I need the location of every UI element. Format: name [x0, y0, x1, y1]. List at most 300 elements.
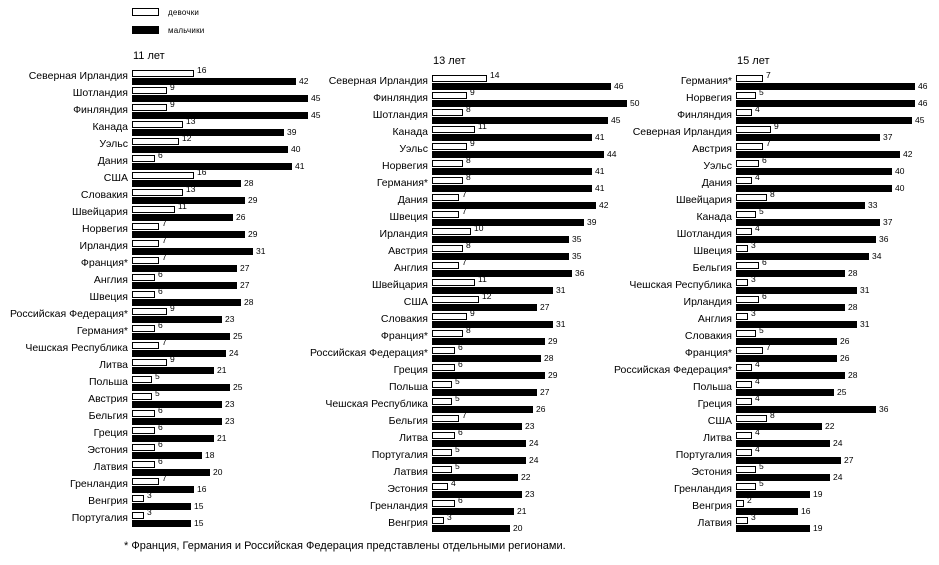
girls-bar	[736, 211, 756, 218]
boys-value: 31	[256, 246, 266, 256]
girls-value: 9	[470, 138, 475, 148]
girls-value: 4	[755, 376, 760, 386]
boys-swatch	[132, 26, 159, 34]
girls-value: 7	[162, 473, 167, 483]
girls-bar	[432, 126, 475, 133]
bar-group	[736, 70, 928, 91]
country-row	[301, 342, 639, 363]
country-label: Германия*	[76, 325, 128, 337]
country-row	[605, 444, 927, 465]
bar-group	[432, 478, 535, 499]
bar-group	[736, 410, 835, 431]
girls-value: 3	[751, 240, 756, 250]
girls-value: 9	[170, 99, 175, 109]
boys-bar	[736, 185, 892, 192]
boys-bar	[432, 321, 553, 328]
bar-group	[432, 427, 539, 448]
country-row	[1, 473, 320, 494]
country-label: Франция*	[80, 257, 128, 269]
bar-group	[432, 70, 624, 91]
boys-bar	[432, 372, 545, 379]
girls-bar	[736, 313, 748, 320]
boys-value: 41	[295, 161, 305, 171]
country-label: Российская Федерация*	[309, 347, 428, 359]
girls-value: 4	[755, 359, 760, 369]
girls-bar	[736, 143, 763, 150]
boys-bar	[432, 151, 604, 158]
country-label: Уэльс	[399, 143, 428, 155]
country-label: США	[403, 296, 428, 308]
girls-bar	[736, 432, 752, 439]
girls-bar	[132, 410, 155, 417]
country-label: Польша	[88, 376, 128, 388]
country-row	[301, 359, 639, 380]
boys-bar	[736, 389, 834, 396]
boys-value: 31	[556, 285, 566, 295]
girls-value: 4	[451, 478, 456, 488]
country-label: Северная Ирландия	[632, 126, 732, 138]
girls-value: 5	[759, 325, 764, 335]
girls-bar	[132, 342, 159, 349]
bar-group	[132, 303, 235, 324]
country-row	[301, 274, 639, 295]
girls-value: 3	[751, 512, 756, 522]
girls-value: 9	[470, 87, 475, 97]
girls-bar	[132, 87, 167, 94]
boys-bar	[432, 440, 526, 447]
boys-value: 41	[595, 132, 605, 142]
country-row	[605, 206, 927, 227]
country-row	[301, 189, 639, 210]
bar-group	[736, 121, 893, 142]
country-row	[1, 320, 320, 341]
girls-bar	[736, 75, 763, 82]
boys-bar	[132, 435, 214, 442]
country-row	[1, 201, 320, 222]
country-row	[301, 104, 639, 125]
country-label: Канада	[696, 211, 732, 223]
country-label: Гренландия	[369, 500, 428, 512]
girls-value: 5	[455, 444, 460, 454]
girls-value: 5	[155, 388, 160, 398]
boys-value: 23	[525, 421, 535, 431]
country-row	[1, 82, 321, 103]
boys-bar	[736, 457, 841, 464]
bar-group	[132, 150, 305, 171]
panel-title: 13 лет	[433, 55, 466, 67]
girls-value: 11	[478, 121, 487, 131]
bar-group	[132, 116, 297, 137]
girls-bar	[736, 364, 752, 371]
country-label: Гренландия	[69, 478, 128, 490]
boys-bar	[132, 503, 191, 510]
boys-value: 27	[844, 455, 854, 465]
bar-group	[432, 342, 554, 363]
boys-bar	[432, 304, 537, 311]
boys-value: 37	[883, 217, 893, 227]
footnote: * Франция, Германия и Российская Федерация представлены отдельными регионами.	[124, 540, 566, 552]
country-label: Северная Ирландия	[28, 70, 128, 82]
boys-bar	[432, 202, 596, 209]
boys-value: 46	[614, 81, 624, 91]
country-row	[1, 218, 320, 239]
boys-value: 31	[860, 285, 870, 295]
girls-value: 11	[478, 274, 487, 284]
country-row	[605, 495, 927, 516]
bar-group	[736, 189, 878, 210]
boys-value: 35	[572, 251, 582, 261]
boys-bar	[132, 520, 191, 527]
bar-group	[132, 354, 227, 375]
girls-bar	[736, 483, 756, 490]
boys-bar	[132, 401, 222, 408]
bar-group	[432, 121, 605, 142]
bar-group	[132, 235, 266, 256]
country-label: Канада	[392, 126, 428, 138]
boys-value: 33	[868, 200, 878, 210]
country-row	[605, 427, 927, 448]
country-label: Латвия	[93, 461, 128, 473]
boys-bar	[132, 384, 230, 391]
girls-bar	[132, 223, 159, 230]
girls-value: 7	[766, 138, 771, 148]
boys-bar	[736, 525, 810, 532]
bar-group	[736, 325, 850, 346]
country-row	[605, 359, 927, 380]
girls-bar	[432, 75, 487, 82]
boys-value: 29	[248, 229, 258, 239]
girls-bar	[132, 257, 159, 264]
country-label: Австрия	[388, 245, 428, 257]
girls-bar	[736, 296, 759, 303]
boys-value: 44	[607, 149, 617, 159]
girls-bar	[132, 376, 152, 383]
country-row	[605, 223, 927, 244]
bar-group	[132, 337, 239, 358]
girls-bar	[132, 104, 167, 111]
girls-bar	[432, 194, 459, 201]
girls-bar	[432, 313, 467, 320]
girls-bar	[736, 109, 752, 116]
boys-value: 22	[521, 472, 531, 482]
girls-value: 11	[178, 201, 187, 211]
girls-value: 8	[770, 410, 775, 420]
bar-group	[432, 325, 558, 346]
boys-value: 35	[572, 234, 582, 244]
boys-value: 25	[837, 387, 847, 397]
country-label: Литва	[703, 432, 732, 444]
boys-bar	[432, 287, 553, 294]
girls-bar	[132, 121, 183, 128]
boys-value: 15	[194, 518, 204, 528]
girls-value: 6	[762, 257, 767, 267]
country-row	[1, 167, 320, 188]
girls-value: 5	[155, 371, 160, 381]
girls-bar	[736, 160, 759, 167]
boys-bar	[432, 355, 541, 362]
boys-value: 36	[575, 268, 585, 278]
country-row	[301, 512, 639, 533]
country-row	[605, 478, 927, 499]
country-label: Франция*	[380, 330, 428, 342]
girls-bar	[132, 444, 155, 451]
bar-group	[132, 473, 207, 494]
boys-bar	[132, 95, 308, 102]
bar-group	[432, 308, 566, 329]
country-label: Португалия	[675, 449, 732, 461]
boys-bar	[736, 440, 830, 447]
country-label: Чешская Республика	[325, 398, 428, 410]
country-label: Шотландия	[372, 109, 428, 121]
boys-value: 28	[544, 353, 554, 363]
country-row	[301, 325, 639, 346]
country-row	[605, 376, 927, 397]
boys-value: 23	[225, 314, 235, 324]
boys-value: 24	[529, 438, 539, 448]
boys-bar	[432, 457, 526, 464]
girls-value: 4	[755, 427, 760, 437]
boys-bar	[132, 469, 210, 476]
boys-value: 40	[895, 166, 905, 176]
boys-value: 28	[244, 178, 254, 188]
boys-value: 46	[918, 98, 928, 108]
bar-group	[736, 274, 870, 295]
girls-bar	[736, 126, 771, 133]
boys-bar	[132, 146, 288, 153]
country-label: Ирландия	[683, 296, 732, 308]
boys-bar	[132, 214, 233, 221]
country-row	[605, 172, 927, 193]
country-row	[1, 490, 320, 511]
girls-value: 6	[158, 320, 163, 330]
boys-value: 45	[311, 93, 321, 103]
girls-bar	[432, 517, 444, 524]
boys-bar	[736, 338, 837, 345]
boys-bar	[132, 197, 245, 204]
boys-value: 28	[848, 268, 858, 278]
girls-bar	[432, 262, 459, 269]
country-row	[1, 354, 320, 375]
country-row	[605, 308, 927, 329]
bar-group	[736, 155, 905, 176]
girls-value: 5	[759, 461, 764, 471]
country-row	[301, 495, 639, 516]
boys-bar	[432, 117, 608, 124]
country-label: Германия*	[376, 177, 428, 189]
bar-group	[132, 99, 321, 120]
country-label: Франция*	[684, 347, 732, 359]
girls-value: 8	[466, 172, 471, 182]
girls-value: 6	[458, 359, 463, 369]
boys-value: 27	[540, 302, 550, 312]
bar-group	[432, 155, 605, 176]
boys-value: 45	[311, 110, 321, 120]
country-row	[1, 235, 320, 256]
country-label: Норвегия	[82, 223, 128, 235]
boys-bar	[432, 525, 510, 532]
boys-value: 37	[883, 132, 893, 142]
bar-group	[132, 269, 250, 290]
girls-bar	[432, 228, 471, 235]
girls-value: 7	[462, 189, 467, 199]
girls-bar	[432, 143, 467, 150]
boys-bar	[736, 117, 912, 124]
boys-value: 23	[525, 489, 535, 499]
country-row	[1, 507, 320, 528]
country-label: Латвия	[697, 517, 732, 529]
girls-bar	[132, 240, 159, 247]
boys-bar	[736, 253, 869, 260]
girls-bar	[432, 279, 475, 286]
country-label: Уэльс	[703, 160, 732, 172]
country-row	[1, 116, 320, 137]
country-label: Финляндия	[73, 104, 128, 116]
boys-bar	[736, 423, 822, 430]
bar-group	[432, 223, 582, 244]
boys-bar	[736, 236, 876, 243]
country-row	[1, 286, 320, 307]
girls-value: 6	[158, 422, 163, 432]
girls-bar	[736, 92, 756, 99]
boys-value: 31	[556, 319, 566, 329]
girls-bar	[432, 449, 452, 456]
girls-value: 4	[755, 444, 760, 454]
boys-value: 19	[813, 489, 823, 499]
girls-value: 7	[462, 206, 467, 216]
girls-bar	[132, 274, 155, 281]
girls-value: 7	[162, 337, 167, 347]
girls-value: 3	[447, 512, 452, 522]
boys-legend-label: мальчики	[168, 25, 205, 35]
girls-bar	[432, 160, 463, 167]
country-label: Гренландия	[673, 483, 732, 495]
country-row	[605, 70, 928, 91]
boys-bar	[432, 389, 537, 396]
country-label: Эстония	[87, 444, 128, 456]
girls-value: 16	[197, 167, 207, 177]
boys-bar	[432, 100, 627, 107]
country-label: Швеция	[89, 291, 128, 303]
boys-value: 25	[233, 382, 243, 392]
boys-bar	[132, 112, 308, 119]
boys-value: 36	[879, 234, 889, 244]
boys-bar	[132, 316, 222, 323]
girls-value: 16	[197, 65, 207, 75]
country-row	[301, 393, 639, 414]
girls-value: 4	[755, 104, 760, 114]
girls-bar	[432, 466, 452, 473]
country-label: Северная Ирландия	[328, 75, 428, 87]
bar-group	[132, 405, 235, 426]
girls-value: 4	[755, 223, 760, 233]
legend-row-girls	[132, 7, 204, 17]
country-row	[1, 99, 321, 120]
boys-value: 21	[217, 365, 227, 375]
legend	[132, 7, 204, 43]
girls-value: 6	[458, 342, 463, 352]
boys-value: 26	[536, 404, 546, 414]
girls-value: 3	[751, 274, 756, 284]
country-row	[605, 461, 927, 482]
country-row	[1, 184, 320, 205]
country-label: Шотландия	[676, 228, 732, 240]
girls-value: 5	[759, 206, 764, 216]
boys-bar	[736, 100, 915, 107]
girls-value: 10	[474, 223, 484, 233]
boys-bar	[132, 452, 202, 459]
bar-group	[736, 444, 854, 465]
country-row	[605, 512, 927, 533]
country-label: Бельгия	[88, 410, 128, 422]
country-row	[605, 291, 927, 312]
country-label: Российская Федерация*	[613, 364, 732, 376]
girls-bar	[132, 155, 155, 162]
country-row	[605, 393, 927, 414]
girls-bar	[132, 189, 183, 196]
girls-bar	[736, 228, 752, 235]
country-label: Греция	[393, 364, 428, 376]
country-label: Словакия	[80, 189, 128, 201]
girls-legend-label: девочки	[168, 7, 200, 17]
boys-value: 41	[595, 166, 605, 176]
bar-group	[736, 172, 905, 193]
girls-bar	[132, 495, 144, 502]
girls-value: 9	[170, 82, 175, 92]
panel-age-13	[301, 55, 639, 532]
country-row	[1, 337, 320, 358]
boys-value: 24	[229, 348, 239, 358]
boys-bar	[132, 129, 284, 136]
girls-value: 9	[170, 303, 175, 313]
country-label: Эстония	[691, 466, 732, 478]
girls-bar	[132, 359, 167, 366]
girls-bar	[736, 177, 752, 184]
country-row	[1, 65, 320, 86]
country-row	[605, 104, 927, 125]
girls-bar	[432, 483, 448, 490]
boys-value: 45	[915, 115, 925, 125]
girls-bar	[132, 138, 179, 145]
country-label: Польша	[692, 381, 732, 393]
bar-group	[132, 371, 243, 392]
boys-bar	[132, 418, 222, 425]
girls-bar	[432, 245, 463, 252]
boys-value: 15	[194, 501, 204, 511]
boys-value: 20	[213, 467, 223, 477]
country-label: Германия*	[680, 75, 732, 87]
country-label: Венгрия	[388, 517, 428, 529]
boys-bar	[432, 253, 569, 260]
boys-value: 20	[513, 523, 523, 533]
country-row	[301, 478, 639, 499]
country-row	[301, 376, 639, 397]
girls-swatch	[132, 8, 159, 16]
girls-bar	[432, 347, 455, 354]
girls-bar	[132, 393, 152, 400]
boys-bar	[432, 338, 545, 345]
girls-bar	[132, 70, 194, 77]
girls-value: 5	[455, 393, 460, 403]
bar-group	[132, 184, 258, 205]
country-label: Дания	[397, 194, 428, 206]
country-label: Швейцария	[371, 279, 428, 291]
boys-bar	[432, 491, 522, 498]
country-label: Норвегия	[686, 92, 732, 104]
boys-bar	[432, 236, 569, 243]
boys-bar	[432, 270, 572, 277]
boys-value: 27	[240, 263, 250, 273]
boys-bar	[736, 406, 876, 413]
